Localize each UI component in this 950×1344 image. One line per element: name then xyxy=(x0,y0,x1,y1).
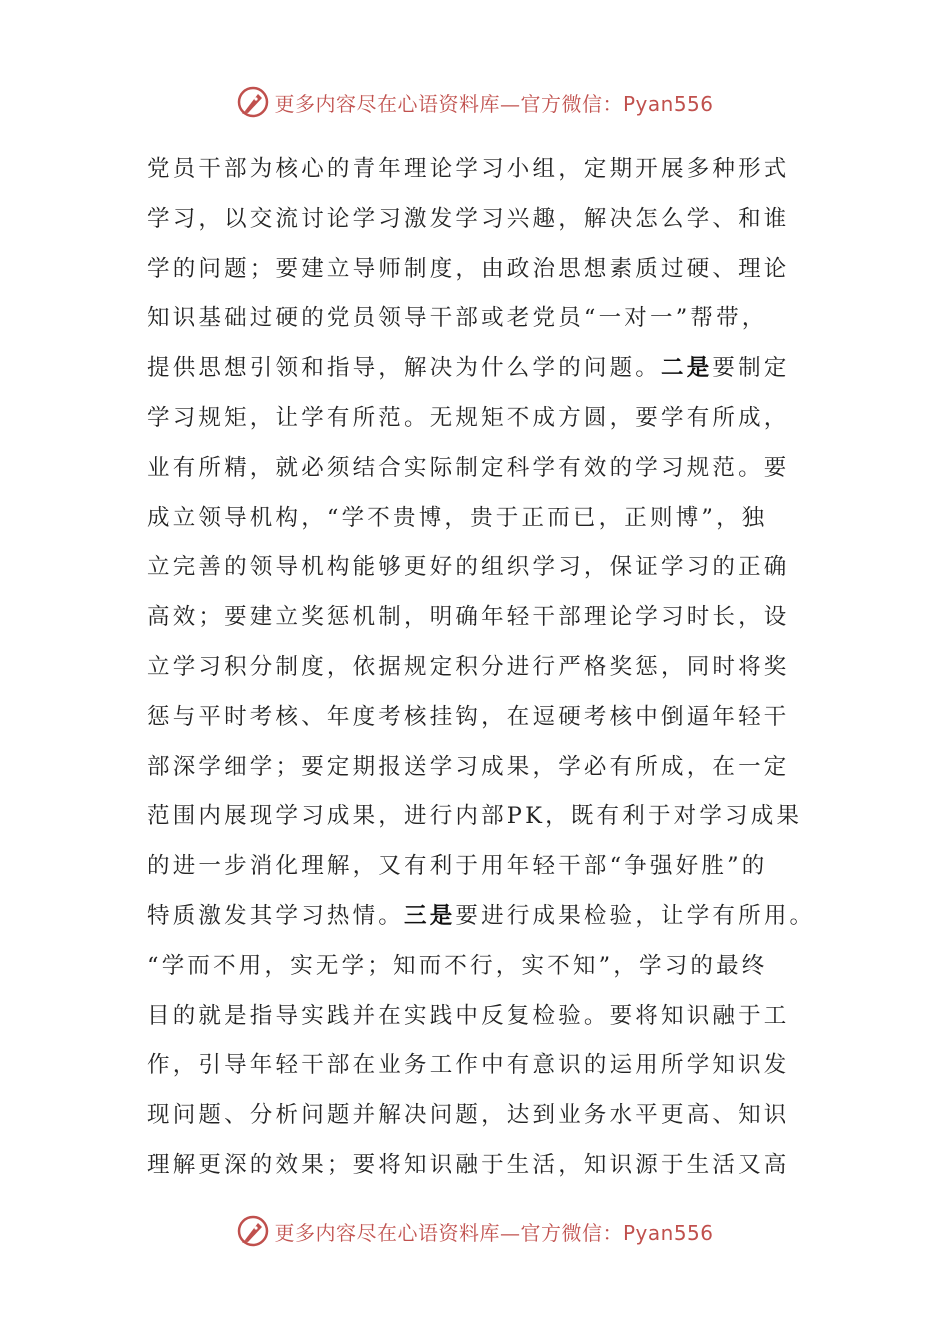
text-line: 提供思想引领和指导，解决为什么学的问题。二是要制定 xyxy=(147,355,790,382)
pen-nib-logo-icon xyxy=(236,85,270,119)
text-line: 部深学细学；要定期报送学习成果，学必有所成，在一定 xyxy=(147,753,790,780)
text-line: 学习规矩，让学有所范。无规矩不成方圆，要学有所成， xyxy=(147,404,790,431)
wechat-id: Pyan556 xyxy=(622,1220,714,1245)
text-line: 范围内展现学习成果，进行内部PK，既有利于对学习成果 xyxy=(147,803,803,830)
footer-banner xyxy=(0,1211,950,1251)
text-line: 知识基础过硬的党员领导干部或老党员“一对一”帮带， xyxy=(147,305,768,332)
text-line: 立完善的领导机构能够更好的组织学习，保证学习的正确 xyxy=(147,554,790,581)
text-line: 立学习积分制度，依据规定积分进行严格奖惩，同时将奖 xyxy=(147,653,790,680)
banner-text: 更多内容尽在心语资料库—官方微信：Pyan556 xyxy=(274,91,714,116)
text-line: 学的问题；要建立导师制度，由政治思想素质过硬、理论 xyxy=(147,255,790,282)
text-line: 特质激发其学习热情。三是要进行成果检验，让学有所用。 xyxy=(147,902,816,929)
wechat-id: Pyan556 xyxy=(622,91,714,116)
text-line: 高效；要建立奖惩机制，明确年轻干部理论学习时长，设 xyxy=(147,604,790,631)
text-line: 党员干部为核心的青年理论学习小组，定期开展多种形式 xyxy=(147,156,790,182)
text-line: 作，引导年轻干部在业务工作中有意识的运用所学知识发 xyxy=(147,1052,790,1079)
text-line: 的进一步消化理解，又有利于用年轻干部“争强好胜”的 xyxy=(147,853,768,880)
document-body xyxy=(147,145,816,1191)
header-banner xyxy=(0,82,950,122)
text-line: 惩与平时考核、年度考核挂钩，在逗硬考核中倒逼年轻干 xyxy=(147,703,790,730)
text-line: 业有所精，就必须结合实际制定科学有效的学习规范。要 xyxy=(147,454,790,481)
pen-nib-logo-icon xyxy=(236,1214,270,1248)
text-line: 目的就是指导实践并在实践中反复检验。要将知识融于工 xyxy=(147,1002,790,1029)
emphasis-third: 三是 xyxy=(404,902,456,929)
banner-text: 更多内容尽在心语资料库—官方微信：Pyan556 xyxy=(274,1220,714,1245)
emphasis-second: 二是 xyxy=(661,355,713,382)
text-line: 现问题、分析问题并解决问题，达到业务水平更高、知识 xyxy=(147,1102,790,1129)
text-line: 学习，以交流讨论学习激发学习兴趣，解决怎么学、和谁 xyxy=(147,205,790,232)
text-line: “学而不用，实无学；知而不行，实不知”，学习的最终 xyxy=(147,952,768,979)
text-line: 成立领导机构，“学不贵博，贵于正而已，正则博”，独 xyxy=(147,504,768,531)
text-line: 理解更深的效果；要将知识融于生活，知识源于生活又高 xyxy=(147,1151,790,1178)
